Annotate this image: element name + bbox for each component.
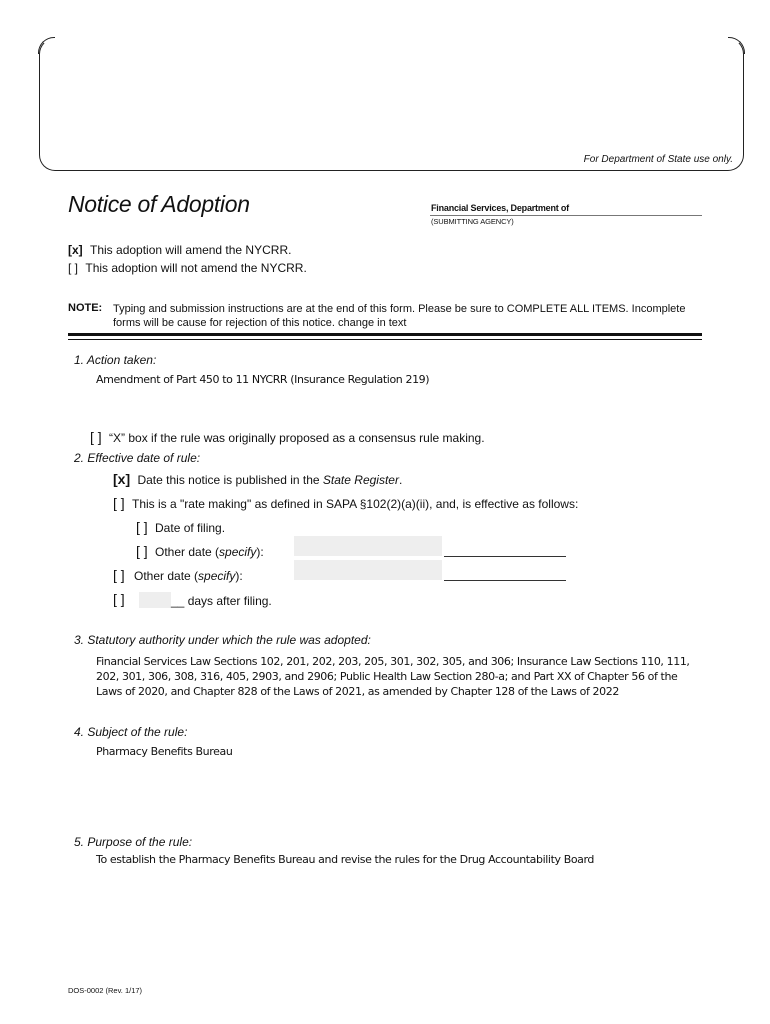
form-revision-footer: DOS-0002 (Rev. 1/17)	[68, 986, 143, 995]
rate-other-date-line	[444, 556, 566, 557]
other-date-label: Other date (specify):	[134, 569, 243, 583]
other-date-line	[444, 580, 566, 581]
rate-making-label: This is a "rate making" as defined in SAPA §102(2)(a)(ii), and, is effective as follows:	[132, 497, 579, 511]
statutory-line: Laws of 2020, and Chapter 828 of the Laws of 2021, as amended by Chapter 128 of the Laws of 2022	[96, 685, 619, 698]
statutory-authority-value[interactable]	[96, 654, 696, 699]
statutory-line: 202, 301, 306, 308, 316, 405, 2903, and 2906; Public Health Law Section 280-a; and Part XX of Chapter 56 of the	[96, 670, 678, 683]
rate-other-date-checkbox[interactable]: [ ]	[136, 543, 148, 559]
submitting-agency-caption: (SUBMITTING AGENCY)	[431, 217, 514, 226]
amend-yes-checkbox[interactable]: [x]	[68, 243, 83, 257]
date-of-filing-option[interactable]	[136, 519, 225, 535]
days-after-filing-option[interactable]	[113, 591, 125, 607]
consensus-label: “X” box if the rule was originally proposed as a consensus rule making.	[109, 431, 485, 445]
note-label: NOTE:	[68, 302, 103, 314]
date-of-filing-label: Date of filing.	[155, 521, 226, 535]
subject-value[interactable]: Pharmacy Benefits Bureau	[96, 745, 233, 758]
amend-no-checkbox[interactable]: [ ]	[68, 261, 79, 275]
rate-other-date-option[interactable]	[136, 543, 264, 559]
submitting-agency-value[interactable]: Financial Services, Department of	[431, 203, 569, 213]
rate-making-option[interactable]	[113, 495, 578, 511]
amend-yes-label: This adoption will amend the NYCRR.	[90, 243, 292, 257]
published-checkbox[interactable]: [x]	[113, 471, 131, 487]
rate-other-date-label: Other date (specify):	[155, 545, 264, 559]
amend-option-no[interactable]	[68, 261, 307, 275]
amend-no-label: This adoption will not amend the NYCRR.	[85, 261, 307, 275]
amend-option-yes[interactable]	[68, 243, 291, 257]
section-1-title: 1. Action taken:	[74, 353, 157, 367]
statutory-line: Financial Services Law Sections 102, 201, 202, 203, 205, 301, 302, 305, and 306; Insurance Law Sections 110, 111,	[96, 655, 690, 668]
other-date-option[interactable]	[113, 567, 243, 583]
state-use-label: For Department of State use only.	[583, 154, 733, 165]
note-text: Typing and submission instructions are at the end of this form. Please be sure to COMPLETE ALL ITEMS. Incomplete forms will be cause for rejection of this notice. change in text	[113, 303, 686, 329]
divider-thick	[68, 333, 702, 336]
section-2-title: 2. Effective date of rule:	[74, 451, 201, 465]
other-date-checkbox[interactable]: [ ]	[113, 567, 125, 583]
days-after-filing-text: __ days after filing.	[171, 594, 272, 608]
effective-published-option[interactable]	[113, 471, 402, 487]
other-date-input[interactable]	[294, 560, 442, 580]
consensus-checkbox[interactable]: [ ]	[90, 429, 102, 445]
date-of-filing-checkbox[interactable]: [ ]	[136, 519, 148, 535]
rate-other-date-input[interactable]	[294, 536, 442, 556]
section-5-title: 5. Purpose of the rule:	[74, 835, 193, 849]
agency-underline	[430, 215, 702, 216]
purpose-value[interactable]: To establish the Pharmacy Benefits Bureau and revise the rules for the Drug Accountability Board	[96, 853, 595, 866]
page-title: Notice of Adoption	[68, 191, 250, 217]
divider-thin	[68, 339, 702, 340]
section-3-title: 3. Statutory authority under which the rule was adopted:	[74, 633, 371, 647]
consensus-option[interactable]	[90, 429, 485, 445]
state-use-box	[39, 38, 744, 171]
section-4-title: 4. Subject of the rule:	[74, 725, 188, 739]
published-label: Date this notice is published in the State Register.	[137, 473, 403, 487]
action-taken-value[interactable]: Amendment of Part 450 to 11 NYCRR (Insurance Regulation 219)	[96, 373, 430, 386]
days-after-filing-input[interactable]	[139, 592, 171, 608]
days-after-filing-checkbox[interactable]: [ ]	[113, 591, 125, 607]
rate-making-checkbox[interactable]: [ ]	[113, 495, 125, 511]
